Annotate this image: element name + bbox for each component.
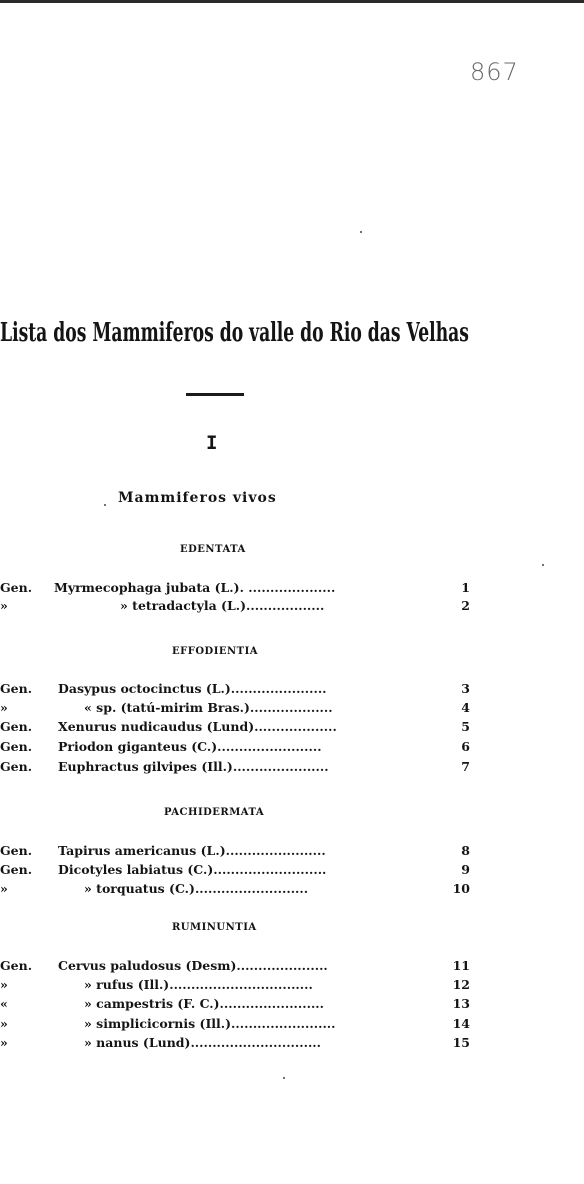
section-heading-ruminuntia: RUMINUNTIA <box>172 922 257 933</box>
section-heading-effodientia: EFFODIENTIA <box>172 646 259 657</box>
scan-speck <box>283 1077 285 1079</box>
entry-prefix: Gen. <box>0 719 33 734</box>
species-entry: Myrmecophaga jubata (L.). .................... <box>54 580 336 595</box>
entry-number: 10 <box>452 881 470 896</box>
entry-prefix: Gen. <box>0 843 33 858</box>
entry-prefix: « <box>0 996 8 1011</box>
part-number: I <box>206 432 218 454</box>
scan-speck <box>542 564 544 566</box>
species-entry: Cervus paludosus (Desm)..................... <box>58 958 328 973</box>
species-entry: Priodon giganteus (C.)........................ <box>58 739 322 754</box>
species-entry: » campestris (F. C.)........................ <box>84 996 325 1011</box>
page-top-edge <box>0 0 584 3</box>
species-entry: Xenurus nudicaudus (Lund)................... <box>58 719 337 734</box>
scan-speck <box>360 231 362 233</box>
page-title: Lista dos Mammiferos do valle do Rio das Velhas <box>0 318 469 348</box>
entry-prefix: Gen. <box>0 681 33 696</box>
species-entry: » rufus (Ill.)................................. <box>84 977 313 992</box>
entry-prefix: » <box>0 1035 8 1050</box>
section-subtitle: Mammiferos vivos <box>118 490 277 506</box>
entry-number: 7 <box>461 759 470 774</box>
entry-prefix: Gen. <box>0 739 33 754</box>
entry-number: 6 <box>461 739 470 754</box>
species-entry: » nanus (Lund).............................. <box>84 1035 322 1050</box>
species-entry: Tapirus americanus (L.)....................... <box>58 843 326 858</box>
entry-number: 13 <box>452 996 470 1011</box>
entry-number: 14 <box>452 1016 470 1031</box>
entry-number: 3 <box>461 681 470 696</box>
species-entry: « sp. (tatú-mirim Bras.)................... <box>84 700 333 715</box>
species-entry: Dasypus octocinctus (L.)...................... <box>58 681 327 696</box>
entry-prefix: » <box>0 977 8 992</box>
species-entry: Euphractus gilvipes (Ill.)...................... <box>58 759 329 774</box>
entry-prefix: Gen. <box>0 958 33 973</box>
entry-prefix: » <box>0 700 8 715</box>
species-entry: » torquatus (C.).......................... <box>84 881 309 896</box>
entry-number: 9 <box>461 862 470 877</box>
entry-number: 8 <box>461 843 470 858</box>
entry-number: 4 <box>461 700 470 715</box>
entry-prefix: Gen. <box>0 862 33 877</box>
entry-prefix: Gen. <box>0 580 33 595</box>
entry-number: 2 <box>461 598 470 613</box>
entry-number: 1 <box>461 580 470 595</box>
handwritten-page-number: 867 <box>470 58 519 86</box>
entry-prefix: » <box>0 881 8 896</box>
species-entry: » tetradactyla (L.).................. <box>120 598 325 613</box>
entry-prefix: Gen. <box>0 759 33 774</box>
title-rule <box>186 393 244 396</box>
entry-prefix: » <box>0 1016 8 1031</box>
species-entry: Dicotyles labiatus (C.).......................... <box>58 862 327 877</box>
entry-number: 11 <box>452 958 470 973</box>
entry-number: 15 <box>452 1035 470 1050</box>
entry-number: 12 <box>452 977 470 992</box>
species-entry: » simplicicornis (Ill.)........................ <box>84 1016 336 1031</box>
section-heading-edentata: EDENTATA <box>180 544 246 555</box>
section-heading-pachidermata: PACHIDERMATA <box>164 807 265 818</box>
entry-number: 5 <box>461 719 470 734</box>
scan-speck <box>104 504 106 506</box>
entry-prefix: » <box>0 598 8 613</box>
